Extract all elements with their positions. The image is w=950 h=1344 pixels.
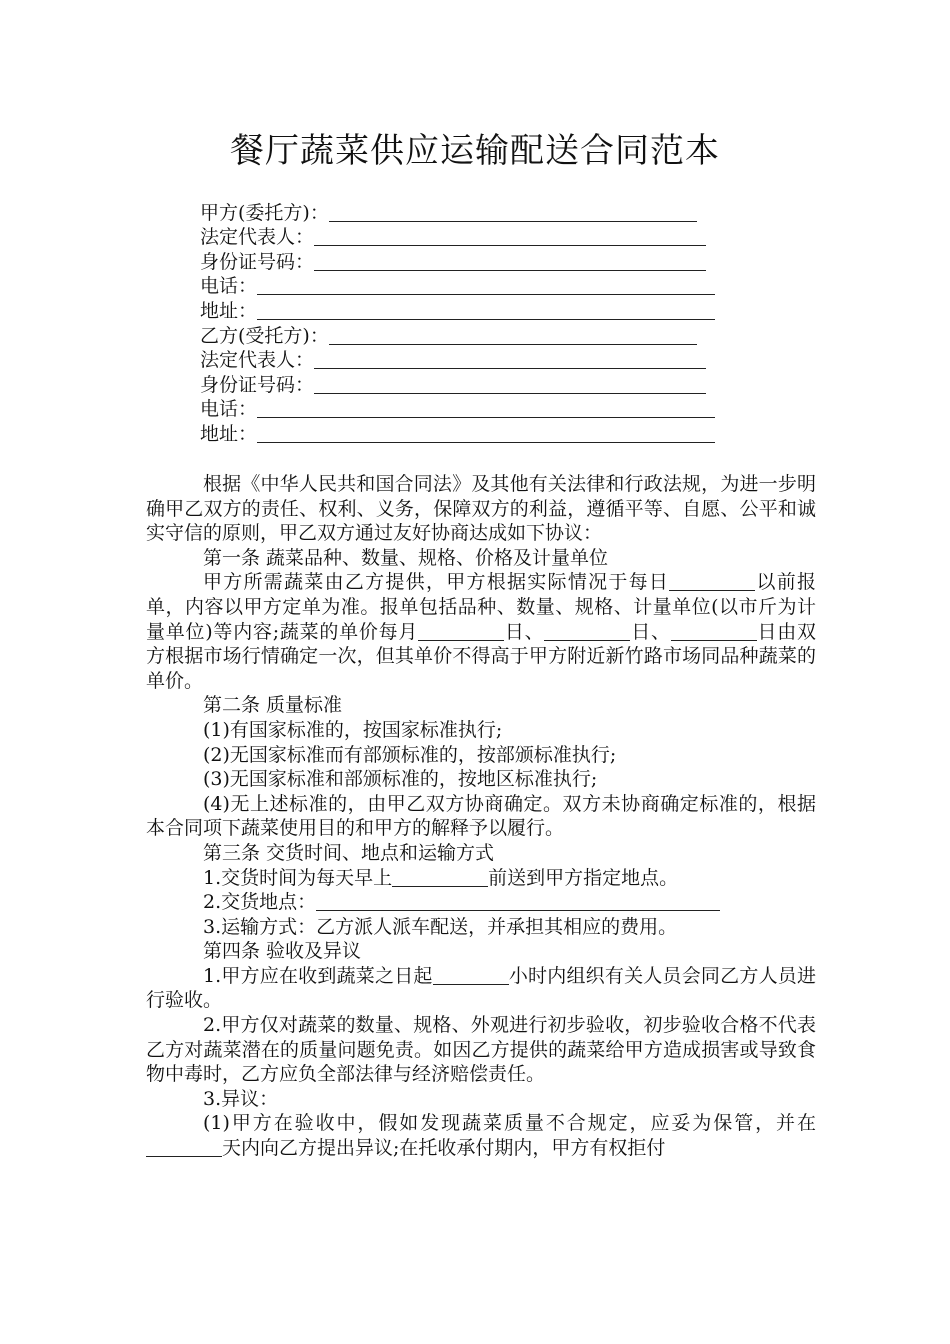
article-2-item: (4)无上述标准的，由甲乙双方协商确定。双方未协商确定标准的，根据本合同项下蔬菜使用目的和甲方的解释予以履行。 xyxy=(146,792,816,840)
party-b-address-row xyxy=(200,421,760,446)
article-1-text xyxy=(146,570,816,693)
blank-line xyxy=(314,226,706,246)
blank-line xyxy=(314,251,706,271)
blank-line xyxy=(257,275,715,295)
article-1-heading: 第一条 蔬菜品种、数量、规格、价格及计量单位 xyxy=(203,546,609,569)
article-4-item xyxy=(146,964,816,1013)
blank-line xyxy=(329,202,697,222)
field-label: 法定代表人： xyxy=(200,226,315,249)
party-info-block xyxy=(200,200,760,446)
field-label: 乙方(受托方)： xyxy=(200,324,329,347)
blank-line xyxy=(418,622,504,641)
article-2-item: (1)有国家标准的，按国家标准执行; xyxy=(203,718,503,741)
field-label: 甲方(委托方)： xyxy=(200,201,329,224)
blank-line xyxy=(316,892,720,911)
party-a-rep-row xyxy=(200,225,760,250)
article-2-heading: 第二条 质量标准 xyxy=(203,694,343,717)
document-title: 餐厅蔬菜供应运输配送合同范本 xyxy=(230,131,720,171)
field-label: 电话： xyxy=(200,398,258,421)
article-3-item xyxy=(146,866,816,891)
party-b-name-row xyxy=(200,323,760,348)
article-3-text-part: 前送到甲方指定地点。 xyxy=(488,866,679,889)
party-b-phone-row xyxy=(200,397,760,422)
article-1-text-part: 日、 xyxy=(504,620,545,643)
party-a-phone-row xyxy=(200,274,760,299)
blank-line xyxy=(544,622,630,641)
article-3-heading: 第三条 交货时间、地点和运输方式 xyxy=(203,841,495,864)
blank-line xyxy=(433,966,509,985)
article-1-text-part: 日、 xyxy=(630,620,671,643)
article-3-text-part: 2.交货地点： xyxy=(203,891,317,914)
blank-line xyxy=(257,300,715,320)
article-4-item xyxy=(146,1111,816,1160)
blank-line xyxy=(257,398,715,418)
article-3-text-part: 1.交货时间为每天早上 xyxy=(203,866,393,889)
blank-line xyxy=(146,1138,222,1157)
party-a-id-row xyxy=(200,249,760,274)
blank-line xyxy=(392,868,488,887)
article-1-text-part: 日由双方根据市场行情确定一次，但其单价不得高于甲方附近新竹路市场同品种蔬菜的单价。 xyxy=(146,620,816,692)
contract-body xyxy=(146,472,816,1161)
field-label: 身份证号码： xyxy=(200,250,315,273)
blank-line xyxy=(329,325,697,345)
article-2-item: (2)无国家标准而有部颁标准的，按部颁标准执行; xyxy=(203,743,617,766)
article-3-item xyxy=(146,890,816,915)
preamble-paragraph: 根据《中华人民共和国合同法》及其他有关法律和行政法规，为进一步明确甲乙双方的责任、权利、义务，保障双方的利益，遵循平等、自愿、公平和诚实守信的原则，甲乙双方通过友好协商达成如下协议： xyxy=(146,473,816,545)
article-4-text-part: 小时内组织有关人员会同乙方人员进行验收。 xyxy=(146,964,816,1012)
party-b-id-row xyxy=(200,372,760,397)
article-4-heading: 第四条 验收及异议 xyxy=(203,940,362,963)
field-label: 身份证号码： xyxy=(200,373,315,396)
article-4-text-part: 1.甲方应在收到蔬菜之日起 xyxy=(203,964,433,987)
party-b-rep-row xyxy=(200,348,760,373)
party-a-name-row xyxy=(200,200,760,225)
field-label: 地址： xyxy=(200,422,258,445)
field-label: 电话： xyxy=(200,275,258,298)
blank-line xyxy=(314,349,706,369)
article-1-text-part: 甲方所需蔬菜由乙方提供，甲方根据实际情况于每日 xyxy=(203,571,670,594)
article-4-text-part: 天内向乙方提出异议;在托收承付期内，甲方有权拒付 xyxy=(222,1137,666,1160)
article-4-item: 2.甲方仅对蔬菜的数量、规格、外观进行初步验收，初步验收合格不代表乙方对蔬菜潜在的质量问题免责。如因乙方提供的蔬菜给甲方造成损害或导致食物中毒时，乙方应负全部法律与经济赔偿责任。 xyxy=(146,1014,816,1086)
blank-line xyxy=(257,423,715,443)
party-a-address-row xyxy=(200,298,760,323)
field-label: 地址： xyxy=(200,299,258,322)
blank-line xyxy=(671,622,757,641)
article-2-item: (3)无国家标准和部颁标准的，按地区标准执行; xyxy=(203,768,598,791)
blank-line xyxy=(669,572,755,591)
field-label: 法定代表人： xyxy=(200,349,315,372)
article-3-item: 3.运输方式：乙方派人派车配送，并承担其相应的费用。 xyxy=(203,915,678,938)
blank-line xyxy=(314,374,706,394)
article-4-text-part: (1)甲方在验收中，假如发现蔬菜质量不合规定，应妥为保管，并在 xyxy=(203,1112,816,1135)
article-1-text-part: 以前报单，内容以甲方定单为准。报单包括品种、数量、规格、计量单位(以市斤为计量单位)等内容;蔬菜的单价每月 xyxy=(146,571,816,643)
article-4-item: 3.异议： xyxy=(203,1087,279,1110)
